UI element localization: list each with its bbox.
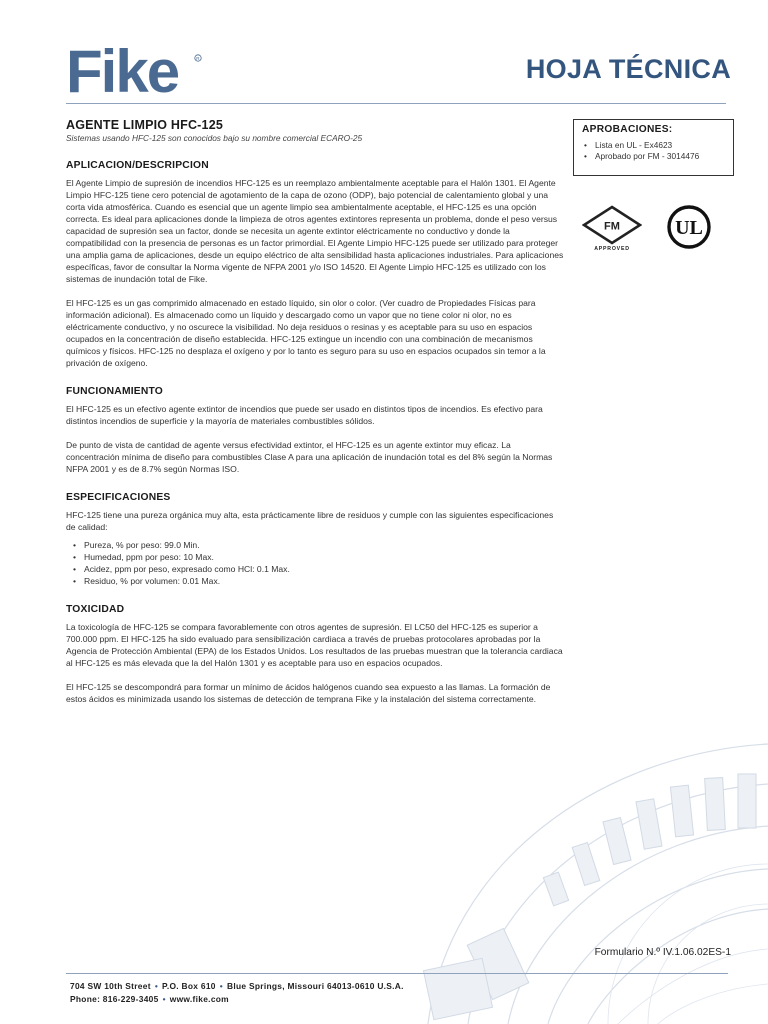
fm-logo-caption: APPROVED <box>594 246 630 251</box>
footer-address <box>70 980 404 993</box>
section-heading-especificaciones: ESPECIFICACIONES <box>66 492 171 503</box>
approvals-box <box>573 119 734 176</box>
footer-phone: Phone: 816-229-3405 <box>70 994 159 1004</box>
footer-street: 704 SW 10th Street <box>70 981 151 991</box>
specifications-list <box>66 539 564 587</box>
separator-dot: • <box>219 981 224 991</box>
footer <box>70 980 404 1006</box>
product-title: AGENTE LIMPIO HFC-125 <box>66 118 223 132</box>
paragraph: El Agente Limpio de supresión de incendios HFC-125 es un reemplazo ambientalmente aceptable para el Halón 1301. El Agente Limpio HFC-125 tiene cero potencial de agotamiento de la capa de ozono (ODP), bajo potencial de calentamiento global y una corta vida atmosférica. Cuando es esencial que un agente limpio sea ambientalmente aceptable, el HFC-125 es una opción correcta. Es ideal para aplicaciones donde la limpieza de otros agentes extintores representa un problema, donde el peso versus capacidad de supresión sea un factor, donde se necesita un agente extintor eléctricamente no conductivo y donde la compatibilidad con la presencia de personas es un factor primordial. El Agente Limpio HFC-125 puede ser utilizado para proteger una amplia gama de aplicaciones, desde un equipo eléctrico de alta sensibilidad hasta aplicaciones industriales. Para aplicaciones específicas, favor de consultar la Norma vigente de NFPA 2001 y/o ISO 14520. El Agente Limpio HFC-125 es utilizado con los sistemas de inundación total de Fike. <box>66 178 564 284</box>
paragraph: El HFC-125 es un efectivo agente extintor de incendios que puede ser usado en distintos tipos de incendios. Es efectivo para distintos incendios de superficie y la mayoría de materiales combustibles sólidos. <box>66 404 543 426</box>
section-heading-aplicacion: APLICACION/DESCRIPCION <box>66 160 209 171</box>
header-divider <box>66 103 726 104</box>
footer-website-link[interactable]: www.fike.com <box>169 994 229 1004</box>
document-title: HOJA TÉCNICA <box>525 54 731 84</box>
footer-city: Blue Springs, Missouri 64013-0610 U.S.A. <box>227 981 404 991</box>
paragraph: HFC-125 tiene una pureza orgánica muy alta, esta prácticamente libre de residuos y cumple con las siguientes especificaciones de calidad: <box>66 510 554 532</box>
svg-text:R: R <box>196 56 200 61</box>
ul-listed-logo <box>667 205 711 249</box>
approvals-title: APROBACIONES: <box>582 124 673 135</box>
main-content <box>66 118 564 705</box>
fm-approved-logo <box>582 205 642 251</box>
approval-item: • Lista en UL - Ex4623 <box>582 140 725 151</box>
separator-dot: • <box>154 981 159 991</box>
footer-po-box: P.O. Box 610 <box>162 981 216 991</box>
fike-logo <box>66 38 206 102</box>
paragraph: De punto de vista de cantidad de agente versus efectividad extintor, el HFC-125 es un agente extintor muy eficaz. La concentración mínima de diseño para combustibles Clase A para una aplicación de inundación total es del 8% según la Normas NFPA 2001 y es de 8.7% según Normas ISO. <box>66 440 553 474</box>
spec-item: • Humedad, ppm por peso: 10 Max. <box>66 551 564 563</box>
footer-contact <box>70 993 404 1006</box>
product-subtitle: Sistemas usando HFC-125 son conocidos bajo su nombre comercial ECARO-25 <box>66 133 363 143</box>
spec-item: • Residuo, % por volumen: 0.01 Max. <box>66 575 564 587</box>
section-heading-funcionamiento: FUNCIONAMIENTO <box>66 386 163 397</box>
fm-logo-text: FM <box>604 220 620 233</box>
approvals-list <box>582 140 725 162</box>
logo-text: Fike <box>66 38 179 102</box>
ul-logo-text: UL <box>675 217 703 239</box>
form-number: Formulario N.º IV.1.06.02ES-1 <box>594 947 731 958</box>
paragraph: El HFC-125 es un gas comprimido almacenado en estado líquido, sin olor o color. (Ver cuadro de Propiedades Físicas para información adicional). Es almacenado como un líquido y descargado como un vapor que no tiene color ni olor, no es eléctricamente conductivo, y no oscurece la visibilidad. No deja residuos o resinas y es aceptable para su uso en espacios ocupados en la concentración de diseño establecida. HFC-125 extingue un incendio con una combinación de mecanismos químicos y físicos. HFC-125 no desplaza el oxígeno y por lo tanto es seguro para su uso en espacios ocupados sin temor a la privación de oxígeno. <box>66 298 546 368</box>
paragraph: El HFC-125 se descompondrá para formar un mínimo de ácidos halógenos cuando sea expuesto a las llamas. La formación de estos ácidos es minimizada usando los sistemas de detección de temprana Fike y la instalación del sistema correctamente. <box>66 682 551 704</box>
footer-divider <box>66 973 728 974</box>
spec-item: • Pureza, % por peso: 99.0 Min. <box>66 539 564 551</box>
spec-item: • Acidez, ppm por peso, expresado como HCl: 0.1 Max. <box>66 563 564 575</box>
separator-dot: • <box>162 994 166 1004</box>
approval-item: • Aprobado por FM - 3014476 <box>582 151 725 162</box>
section-heading-toxicidad: TOXICIDAD <box>66 604 125 615</box>
paragraph: La toxicología de HFC-125 se compara favorablemente con otros agentes de supresión. El LC50 del HFC-125 es superior a 700.000 ppm. El HFC-125 ha sido evaluado para sensibilización cardiaca a través de pruebas protocolares aprobadas por la Agencia de Protección Ambiental (EPA) de los Estados Unidos. Los resultados de las pruebas muestran que la tolerancia cardiaca al HFC-125 es más elevada que la del Halón 1301 y es aceptable para uso en espacios ocupados. <box>66 622 563 668</box>
